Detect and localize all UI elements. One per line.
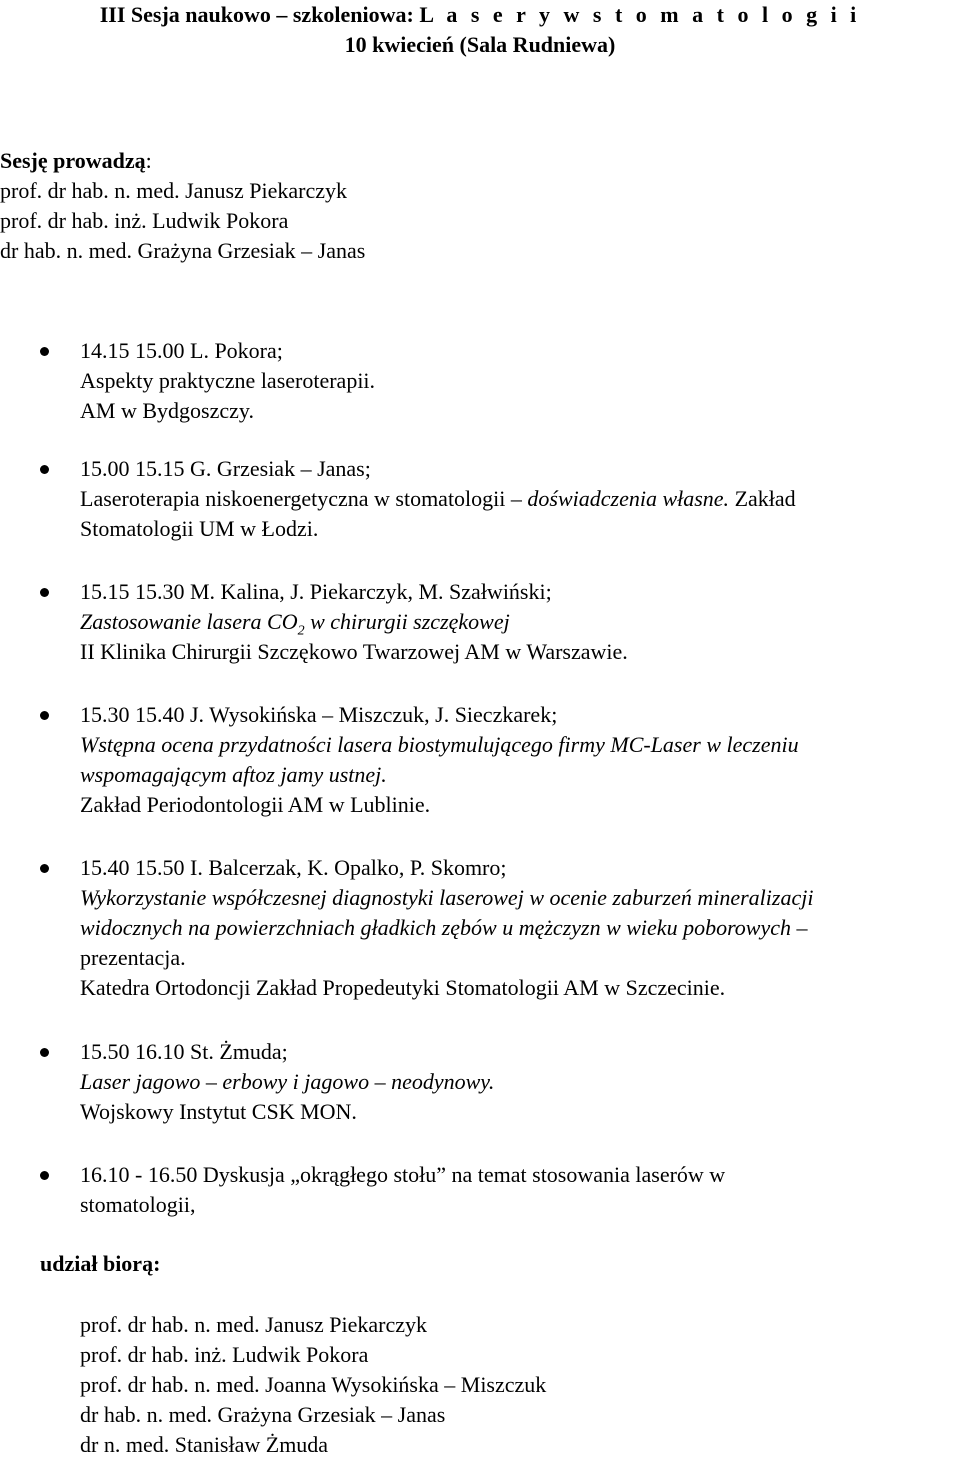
chair-name: dr hab. n. med. Grażyna Grzesiak – Janas xyxy=(0,238,366,263)
bullet-icon xyxy=(40,465,49,474)
item-title-italic: doświadczenia własne. xyxy=(527,486,730,511)
session-title xyxy=(0,0,960,30)
item-time-speaker: 14.15 15.00 L. Pokora; xyxy=(80,338,283,363)
bullet-icon xyxy=(40,1048,49,1057)
item-time-speaker: 15.50 16.10 St. Żmuda; xyxy=(80,1039,288,1064)
session-date-room: 10 kwiecień (Sala Rudniewa) xyxy=(344,32,616,57)
chairs-title: Sesję prowadzą xyxy=(0,148,146,173)
bullet-icon xyxy=(40,1171,49,1180)
item-institution: AM w Bydgoszczy. xyxy=(80,398,254,423)
item-institution: Zakład Periodontologii AM w Lublinie. xyxy=(80,792,431,817)
item-title-line xyxy=(80,607,960,637)
participant-name: prof. dr hab. n. med. Joanna Wysokińska – Miszczuk xyxy=(80,1372,547,1397)
bullet-icon xyxy=(40,864,49,873)
session-topic: L a s e r y w s t o m a t o l o g i i xyxy=(419,2,861,27)
chairs-heading xyxy=(0,146,365,176)
participants-title: udział biorą: xyxy=(40,1251,161,1276)
item-title-cont: wspomagającym aftoz jamy ustnej. xyxy=(80,762,387,787)
item-title: Wykorzystanie współczesnej diagnostyki laserowej w ocenie zaburzeń mineralizacji xyxy=(80,885,814,910)
item-title: Laser jagowo – erbowy i jagowo – neodynowy. xyxy=(80,1069,495,1094)
item-title-cont: widocznych na powierzchniach gładkich zębów u mężczyzn w wieku poborowych – xyxy=(80,915,808,940)
item-institution: Wojskowy Instytut CSK MON. xyxy=(80,1099,357,1124)
bullet-icon xyxy=(40,711,49,720)
session-title-prefix: III Sesja naukowo – szkoleniowa: xyxy=(99,2,414,27)
item-institution: Katedra Ortodoncji Zakład Propedeutyki Stomatologii AM w Szczecinie. xyxy=(80,975,726,1000)
program-item xyxy=(80,1160,960,1220)
program-item xyxy=(80,1037,960,1127)
item-title-end: w chirurgii szczękowej xyxy=(310,609,510,634)
chair-name: prof. dr hab. n. med. Janusz Piekarczyk xyxy=(0,178,348,203)
chairs-colon: : xyxy=(145,148,152,173)
participant-name: dr n. med. Stanisław Żmuda xyxy=(80,1432,329,1457)
program-item xyxy=(80,454,960,544)
participants-list xyxy=(80,1310,546,1460)
chairs-section xyxy=(0,146,365,266)
item-time-speaker: 15.00 15.15 G. Grzesiak – Janas; xyxy=(80,456,371,481)
item-time-speaker: 15.30 15.40 J. Wysokińska – Miszczuk, J. Sieczkarek; xyxy=(80,702,558,727)
item-title: Laseroterapia niskoenergetyczna w stomatologii – xyxy=(80,486,522,511)
item-institution: II Klinika Chirurgii Szczękowo Twarzowej AM w Warszawie. xyxy=(80,639,628,664)
item-title: Wstępna ocena przydatności lasera biostymulującego firmy MC-Laser w leczeniu xyxy=(80,732,799,757)
item-institution-start: Zakład xyxy=(734,486,796,511)
program-item xyxy=(80,853,960,1003)
program-item xyxy=(80,336,960,426)
chair-name: prof. dr hab. inż. Ludwik Pokora xyxy=(0,208,289,233)
bullet-icon xyxy=(40,347,49,356)
program-item xyxy=(80,577,960,667)
program-item xyxy=(80,700,960,820)
item-time-speaker: 15.40 15.50 I. Balcerzak, K. Opalko, P. Skomro; xyxy=(80,855,507,880)
item-title-end: prezentacja. xyxy=(80,945,186,970)
item-time-speaker: 15.15 15.30 M. Kalina, J. Piekarczyk, M. Szałwiński; xyxy=(80,579,552,604)
item-title: Zastosowanie lasera CO xyxy=(80,609,298,634)
item-discussion-cont: stomatologii, xyxy=(80,1192,196,1217)
bullet-icon xyxy=(40,588,49,597)
item-title-subscript: 2 xyxy=(297,623,305,639)
participant-name: prof. dr hab. inż. Ludwik Pokora xyxy=(80,1342,369,1367)
item-time-discussion: 16.10 - 16.50 Dyskusja „okrągłego stołu” na temat stosowania laserów w xyxy=(80,1162,726,1187)
participant-name: dr hab. n. med. Grażyna Grzesiak – Janas xyxy=(80,1402,446,1427)
participants-heading xyxy=(40,1249,160,1279)
item-institution: Stomatologii UM w Łodzi. xyxy=(80,516,319,541)
item-title-line xyxy=(80,484,960,514)
participant-name: prof. dr hab. n. med. Janusz Piekarczyk xyxy=(80,1312,428,1337)
item-title: Aspekty praktyczne laseroterapii. xyxy=(80,368,376,393)
